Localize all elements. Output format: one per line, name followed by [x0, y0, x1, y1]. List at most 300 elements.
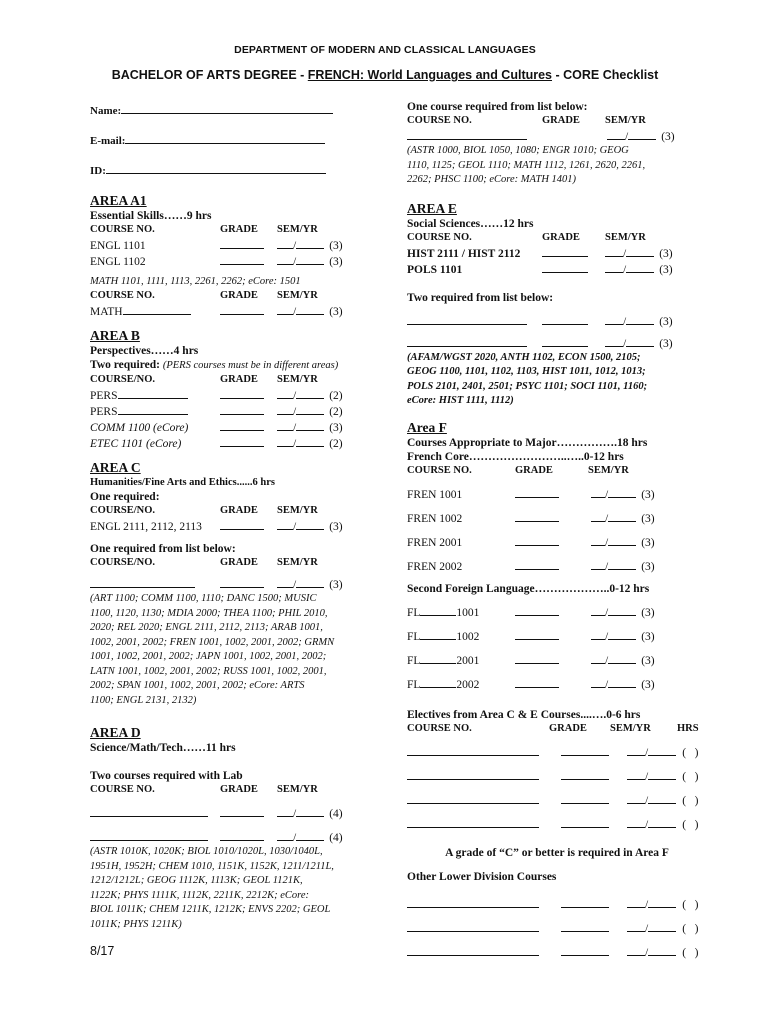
course-blank[interactable]	[407, 335, 527, 347]
sem-blank[interactable]	[277, 303, 293, 315]
yr-blank[interactable]	[608, 676, 636, 688]
course-row: PERS / (2)	[90, 387, 380, 403]
grade-blank[interactable]	[220, 576, 264, 588]
credit-hours: (2)	[329, 406, 343, 418]
other-course-row: / ( )	[407, 944, 707, 960]
grade-blank[interactable]	[220, 518, 264, 530]
area-d-col-headers	[90, 783, 380, 797]
course-row: / (4)	[90, 829, 380, 845]
area-d-options	[90, 845, 380, 932]
sem-blank[interactable]	[605, 261, 623, 273]
yr-blank[interactable]	[608, 604, 636, 616]
sem-blank[interactable]	[591, 534, 605, 546]
grade-blank[interactable]	[220, 303, 264, 315]
col-course-no: COURSE NO.	[90, 290, 155, 301]
course-row: / (3)	[407, 313, 707, 329]
option-line: 1951H, 1952H; CHEM 1010, 1151K, 1152K, 1211/1211L,	[90, 860, 334, 872]
course-number: 2001	[456, 654, 480, 667]
course-prefix: FL	[407, 654, 421, 667]
area-c-col-headers	[90, 504, 380, 518]
course-blank[interactable]	[90, 805, 208, 817]
grade-blank[interactable]	[561, 944, 609, 956]
course-row: COMM 1100 (eCore) / (3)	[90, 419, 380, 435]
area-b-col-headers	[90, 373, 380, 387]
fl-course	[407, 628, 515, 644]
second-language-label: Second Foreign Language………………..0-12 hrs	[407, 582, 650, 595]
yr-blank[interactable]	[296, 805, 324, 817]
right-column	[407, 100, 707, 960]
credit-hours: (2)	[329, 438, 343, 450]
credit-hours: (4)	[329, 832, 343, 844]
hrs-blank[interactable]: ( )	[682, 818, 699, 831]
elective-row: / ( )	[407, 768, 707, 784]
col-semyr: SEM/YR	[605, 115, 646, 126]
yr-blank[interactable]	[608, 510, 636, 522]
course-name: ETEC 1101 (eCore)	[90, 438, 182, 450]
course-name: PERS	[90, 390, 118, 402]
hrs-blank[interactable]: ( )	[682, 794, 699, 807]
sem-blank[interactable]	[277, 576, 293, 588]
col-grade: GRADE	[220, 505, 258, 516]
col-semyr: SEM/YR	[277, 374, 318, 385]
col-grade: GRADE	[515, 464, 553, 476]
sem-blank[interactable]	[607, 128, 625, 140]
course-prefix: FL	[407, 606, 421, 619]
area-b-subtitle: Perspectives……4 hrs	[90, 345, 199, 357]
credit-hours: (3)	[641, 536, 655, 549]
col-semyr: SEM/YR	[605, 231, 646, 243]
course-row: / (3)	[407, 335, 707, 351]
col-course-no: COURSE NO.	[407, 722, 472, 734]
col-grade: GRADE	[549, 722, 587, 734]
id-field-row	[90, 162, 380, 178]
course-number-blank[interactable]	[118, 387, 188, 399]
credit-hours: (4)	[329, 808, 343, 820]
sem-blank[interactable]	[627, 944, 645, 956]
option-line: BIOL 1011K; CHEM 1211K, 1212K; ENVS 2202; GEOL	[90, 904, 331, 915]
option-line: (AFAM/WGST 2020, ANTH 1102, ECON 1500, 2105;	[407, 351, 641, 363]
department-heading: DEPARTMENT OF MODERN AND CLASSICAL LANGUAGES	[234, 44, 536, 56]
yr-blank[interactable]	[296, 237, 324, 249]
col-course-no: COURSE NO.	[90, 784, 155, 795]
sem-blank[interactable]	[591, 676, 605, 688]
hrs-blank[interactable]: ( )	[682, 770, 699, 783]
grade-blank[interactable]	[515, 534, 559, 546]
option-line: 1011K; PHYS 1211K)	[90, 918, 182, 930]
credit-hours: (3)	[661, 131, 675, 143]
credit-hours: (3)	[659, 263, 673, 276]
email-label: E-mail:	[90, 135, 126, 147]
sem-blank[interactable]	[591, 558, 605, 570]
yr-blank[interactable]	[648, 944, 676, 956]
area-f-subtitle: Courses Appropriate to Major…………….18 hrs	[407, 436, 648, 449]
yr-blank[interactable]	[608, 652, 636, 664]
col-course-no: COURSE NO.	[407, 464, 472, 476]
yr-blank[interactable]	[648, 792, 676, 804]
yr-blank[interactable]	[296, 403, 324, 415]
course-row: ENGL 1102 / (3)	[90, 253, 380, 269]
name-field-row	[90, 102, 380, 118]
french-core-label: French Core……………………..…..0-12 hrs	[407, 450, 624, 463]
sem-blank[interactable]	[627, 816, 645, 828]
credit-hours: (3)	[659, 337, 673, 350]
sem-blank[interactable]	[277, 237, 293, 249]
grade-blank[interactable]	[220, 403, 264, 415]
language-blank[interactable]	[420, 628, 456, 640]
option-line: 1100, 1120, 1130; MDIA 2000; THEA 1100; PHIL 2010,	[90, 607, 328, 619]
col-grade: GRADE	[220, 374, 258, 385]
col-course-no: COURSE/NO.	[90, 557, 156, 568]
grade-blank[interactable]	[220, 805, 264, 817]
course-prefix: FL	[407, 630, 421, 643]
credit-hours: (3)	[641, 630, 655, 643]
grade-blank[interactable]	[561, 896, 609, 908]
col-semyr: SEM/YR	[277, 784, 318, 795]
grade-blank[interactable]	[542, 261, 588, 273]
area-b-title: AREA B	[90, 328, 140, 343]
degree-title-suffix: - CORE Checklist	[552, 68, 659, 82]
course-name: FREN 1001	[407, 488, 463, 501]
sem-blank[interactable]	[627, 744, 645, 756]
yr-blank[interactable]	[648, 816, 676, 828]
col-grade: GRADE	[542, 231, 580, 243]
math-options: MATH 1101, 1111, 1113, 2261, 2262; eCore: 1501	[90, 276, 301, 287]
course-blank[interactable]	[407, 313, 527, 325]
course-blank[interactable]	[90, 829, 208, 841]
area-a2-list-label: One course required from list below:	[407, 101, 588, 113]
option-line: 1001, 1002, 2001, 2002; JAPN 1001, 1002, 2001, 2002;	[90, 651, 327, 662]
option-line: 1122K; PHYS 1111K, 1112K, 2211K, 2212K; eCore:	[90, 889, 310, 901]
sem-blank[interactable]	[605, 245, 623, 257]
grade-blank[interactable]	[515, 486, 559, 498]
course-name: FREN 2001	[407, 536, 463, 549]
course-row: FREN 2001 / (3)	[407, 534, 707, 550]
requirement-note: (PERS courses must be in different areas)	[162, 360, 339, 371]
course-row: / (3)	[407, 128, 707, 144]
yr-blank[interactable]	[628, 128, 656, 140]
hrs-blank[interactable]: ( )	[682, 898, 699, 911]
area-c-title: AREA C	[90, 460, 141, 475]
course-name: FREN 1002	[407, 512, 463, 525]
course-row: FREN 1002 / (3)	[407, 510, 707, 526]
left-column	[90, 100, 380, 932]
sem-blank[interactable]	[277, 403, 293, 415]
col-course-no: COURSE NO.	[90, 224, 155, 235]
credit-hours: (3)	[641, 512, 655, 525]
sem-blank[interactable]	[277, 253, 293, 265]
yr-blank[interactable]	[608, 534, 636, 546]
course-blank[interactable]	[407, 128, 527, 140]
area-d-requirement: Two courses required with Lab	[90, 770, 243, 782]
col-semyr: SEM/YR	[277, 290, 318, 301]
language-blank[interactable]	[420, 676, 456, 688]
credit-hours: (3)	[329, 422, 343, 434]
sem-blank[interactable]	[277, 387, 293, 399]
degree-title-program: FRENCH: World Languages and Cultures	[307, 68, 553, 82]
col-course-no: COURSE NO.	[407, 231, 472, 243]
course-blank[interactable]	[407, 944, 539, 956]
credit-hours: (3)	[329, 240, 343, 252]
credit-hours: (3)	[641, 606, 655, 619]
grade-blank[interactable]	[561, 816, 609, 828]
area-c-options	[90, 592, 380, 708]
email-input-line[interactable]	[125, 132, 325, 144]
language-blank[interactable]	[420, 604, 456, 616]
col-course-no: COURSE NO.	[407, 115, 472, 126]
sem-blank[interactable]	[591, 652, 605, 664]
course-row: / (4)	[90, 805, 380, 821]
email-field-row	[90, 132, 380, 148]
grade-blank[interactable]	[515, 676, 559, 688]
yr-blank[interactable]	[296, 435, 324, 447]
credit-hours: (3)	[329, 256, 343, 268]
col-grade: GRADE	[220, 290, 258, 301]
area-a1-col-headers	[90, 223, 380, 237]
credit-hours: (3)	[329, 306, 343, 318]
col-semyr: SEM/YR	[277, 505, 318, 516]
course-row: FREN 1001 / (3)	[407, 486, 707, 502]
option-line: 1110, 1125; GEOL 1110; MATH 1112, 1261, 2620, 2261,	[407, 159, 646, 171]
course-row: FL 2001 / (3)	[407, 652, 707, 668]
elective-row: / ( )	[407, 816, 707, 832]
grade-requirement-note: A grade of “C” or better is required in Area F	[445, 846, 669, 859]
elective-row: / ( )	[407, 792, 707, 808]
grade-blank[interactable]	[515, 652, 559, 664]
sem-blank[interactable]	[627, 896, 645, 908]
yr-blank[interactable]	[296, 419, 324, 431]
option-line: (ART 1100; COMM 1100, 1110; DANC 1500; MUSIC	[90, 593, 317, 604]
option-line: (ASTR 1010K, 1020K; BIOL 1010/1020L, 1030/1040L,	[90, 846, 323, 857]
credit-hours: (3)	[641, 488, 655, 501]
sem-blank[interactable]	[627, 920, 645, 932]
elective-row: / ( )	[407, 744, 707, 760]
yr-blank[interactable]	[626, 335, 654, 347]
pers-course	[90, 403, 220, 419]
col-grade: GRADE	[220, 784, 258, 795]
course-row: FL 2002 / (3)	[407, 676, 707, 692]
yr-blank[interactable]	[648, 768, 676, 780]
course-row: FL 1001 / (3)	[407, 604, 707, 620]
sem-blank[interactable]	[591, 486, 605, 498]
sem-blank[interactable]	[277, 435, 293, 447]
area-c-list-label: One required from list below:	[90, 543, 236, 555]
pers-course	[90, 387, 220, 403]
yr-blank[interactable]	[296, 829, 324, 841]
sem-blank[interactable]	[605, 335, 623, 347]
name-input-line[interactable]	[121, 102, 333, 114]
course-number-blank[interactable]	[123, 303, 191, 315]
sem-blank[interactable]	[277, 829, 293, 841]
grade-blank[interactable]	[542, 335, 588, 347]
course-row: PERS / (2)	[90, 403, 380, 419]
sem-blank[interactable]	[591, 510, 605, 522]
col-semyr: SEM/YR	[277, 224, 318, 235]
area-c-col-headers-2	[90, 556, 380, 570]
course-row: / (3)	[90, 576, 380, 592]
id-input-line[interactable]	[106, 162, 326, 174]
grade-blank[interactable]	[561, 768, 609, 780]
sem-blank[interactable]	[627, 768, 645, 780]
credit-hours: (3)	[641, 678, 655, 691]
math-course	[90, 303, 220, 319]
degree-title	[0, 68, 770, 82]
area-d-title: AREA D	[90, 725, 141, 740]
yr-blank[interactable]	[626, 245, 654, 257]
area-a1-title: AREA A1	[90, 193, 147, 208]
grade-blank[interactable]	[515, 510, 559, 522]
name-label: Name:	[90, 105, 122, 117]
col-semyr: SEM/YR	[610, 722, 651, 734]
yr-blank[interactable]	[648, 896, 676, 908]
area-c-one-required: One required:	[90, 491, 160, 503]
course-row: ENGL 1101 / (3)	[90, 237, 380, 253]
area-e-two-required: Two required from list below:	[407, 291, 554, 304]
col-course-no: COURSE/NO.	[90, 505, 156, 516]
hrs-blank[interactable]: ( )	[682, 946, 699, 959]
grade-blank[interactable]	[515, 558, 559, 570]
electives-col-headers	[407, 722, 707, 736]
yr-blank[interactable]	[296, 518, 324, 530]
yr-blank[interactable]	[648, 744, 676, 756]
other-course-row: / ( )	[407, 920, 707, 936]
course-name: POLS 1101	[407, 263, 463, 276]
sem-blank[interactable]	[277, 805, 293, 817]
grade-blank[interactable]	[220, 253, 264, 265]
grade-blank[interactable]	[515, 628, 559, 640]
course-name: ENGL 1102	[90, 256, 146, 268]
other-lower-division-label: Other Lower Division Courses	[407, 870, 557, 883]
option-line: 1002, 2001, 2002; FREN 1001, 1002, 2001, 2002; GRMN	[90, 636, 335, 648]
area-e-subtitle: Social Sciences……12 hrs	[407, 217, 534, 230]
col-hrs: HRS	[677, 722, 699, 734]
grade-blank[interactable]	[561, 792, 609, 804]
area-c-subtitle: Humanities/Fine Arts and Ethics......6 hrs	[90, 477, 275, 488]
credit-hours: (2)	[329, 390, 343, 402]
sem-blank[interactable]	[627, 792, 645, 804]
col-semyr: SEM/YR	[277, 557, 318, 568]
option-line: LATN 1001, 1002, 2001, 2002; RUSS 1001, 1002, 2001,	[90, 665, 327, 677]
yr-blank[interactable]	[296, 387, 324, 399]
yr-blank[interactable]	[648, 920, 676, 932]
course-name: HIST 2111 / HIST 2112	[407, 247, 521, 260]
col-grade: GRADE	[220, 224, 258, 235]
option-line: (ASTR 1000, BIOL 1050, 1080; ENGR 1010; GEOG	[407, 145, 629, 156]
id-label: ID:	[90, 165, 106, 177]
col-semyr: SEM/YR	[588, 464, 629, 476]
col-grade: GRADE	[542, 115, 580, 126]
option-line: 2002; SPAN 1001, 1002, 2001, 2002; eCore: ARTS	[90, 680, 305, 691]
fl-course	[407, 652, 515, 668]
grade-blank[interactable]	[542, 313, 588, 325]
area-f-col-headers	[407, 464, 707, 478]
hrs-blank[interactable]: ( )	[682, 922, 699, 935]
course-name: MATH	[90, 306, 123, 318]
course-blank[interactable]	[407, 744, 539, 756]
grade-blank[interactable]	[515, 604, 559, 616]
course-blank[interactable]	[90, 576, 195, 588]
grade-blank[interactable]	[220, 387, 264, 399]
yr-blank[interactable]	[608, 558, 636, 570]
area-e-title: AREA E	[407, 200, 457, 216]
course-row: ENGL 2111, 2112, 2113 / (3)	[90, 518, 380, 534]
course-blank[interactable]	[407, 920, 539, 932]
grade-blank[interactable]	[561, 744, 609, 756]
yr-blank[interactable]	[608, 486, 636, 498]
sem-blank[interactable]	[277, 419, 293, 431]
sem-blank[interactable]	[605, 313, 623, 325]
sem-blank[interactable]	[277, 518, 293, 530]
option-line: 1100; ENGL 2131, 2132)	[90, 694, 197, 706]
fl-course	[407, 676, 515, 692]
grade-blank[interactable]	[220, 419, 264, 431]
area-a1-col-headers-2	[90, 289, 380, 303]
course-name: ENGL 1101	[90, 240, 146, 252]
course-name: PERS	[90, 406, 118, 418]
course-row: POLS 1101 / (3)	[407, 261, 707, 277]
course-blank[interactable]	[407, 768, 539, 780]
col-course-no: COURSE/NO.	[90, 374, 156, 385]
area-e-options	[407, 351, 707, 409]
yr-blank[interactable]	[296, 253, 324, 265]
yr-blank[interactable]	[296, 303, 324, 315]
course-row: FL 1002 / (3)	[407, 628, 707, 644]
course-row: MATH / (3)	[90, 303, 380, 319]
grade-blank[interactable]	[542, 245, 588, 257]
yr-blank[interactable]	[626, 313, 654, 325]
course-blank[interactable]	[407, 816, 539, 828]
course-row: HIST 2111 / HIST 2112 / (3)	[407, 245, 707, 261]
course-name: COMM 1100 (eCore)	[90, 422, 189, 434]
option-line: eCore: HIST 1111, 1112)	[407, 395, 514, 406]
option-line: POLS 2101, 2401, 2501; PSYC 1101; SOCI 1101, 1160;	[407, 380, 648, 392]
col-grade: GRADE	[220, 557, 258, 568]
fl-course	[407, 604, 515, 620]
option-line: 1212/1212L; GEOG 1112K, 1113K; GEOL 1121K,	[90, 875, 303, 886]
option-line: 2262; PHSC 1100; eCore: MATH 1401)	[407, 174, 577, 185]
yr-blank[interactable]	[608, 628, 636, 640]
course-row: FREN 2002 / (3)	[407, 558, 707, 574]
course-number: 2002	[456, 678, 480, 691]
course-prefix: FL	[407, 678, 421, 691]
area-f-title: Area F	[407, 419, 447, 435]
grade-blank[interactable]	[561, 920, 609, 932]
area-d-subtitle: Science/Math/Tech……11 hrs	[90, 742, 236, 754]
requirement-label: Two required:	[90, 359, 163, 371]
other-course-row: / ( )	[407, 896, 707, 912]
course-blank[interactable]	[407, 896, 539, 908]
course-number: 1001	[456, 606, 480, 619]
credit-hours: (3)	[659, 315, 673, 328]
electives-label: Electives from Area C & E Courses....….0-6 hrs	[407, 708, 641, 721]
course-number-blank[interactable]	[118, 403, 188, 415]
grade-blank[interactable]	[220, 829, 264, 841]
grade-blank[interactable]	[220, 237, 264, 249]
sem-blank[interactable]	[591, 628, 605, 640]
grade-blank[interactable]	[220, 435, 264, 447]
hrs-blank[interactable]: ( )	[682, 746, 699, 759]
yr-blank[interactable]	[626, 261, 654, 273]
area-a2-options	[407, 144, 707, 188]
credit-hours: (3)	[659, 247, 673, 260]
yr-blank[interactable]	[296, 576, 324, 588]
credit-hours: (3)	[329, 521, 343, 533]
sem-blank[interactable]	[591, 604, 605, 616]
language-blank[interactable]	[420, 652, 456, 664]
area-e-col-headers	[407, 231, 707, 245]
course-blank[interactable]	[407, 792, 539, 804]
option-line: GEOG 1100, 1101, 1102, 1103, HIST 1011, 1012, 1013;	[407, 366, 646, 377]
course-row: ETEC 1101 (eCore) / (2)	[90, 435, 380, 451]
